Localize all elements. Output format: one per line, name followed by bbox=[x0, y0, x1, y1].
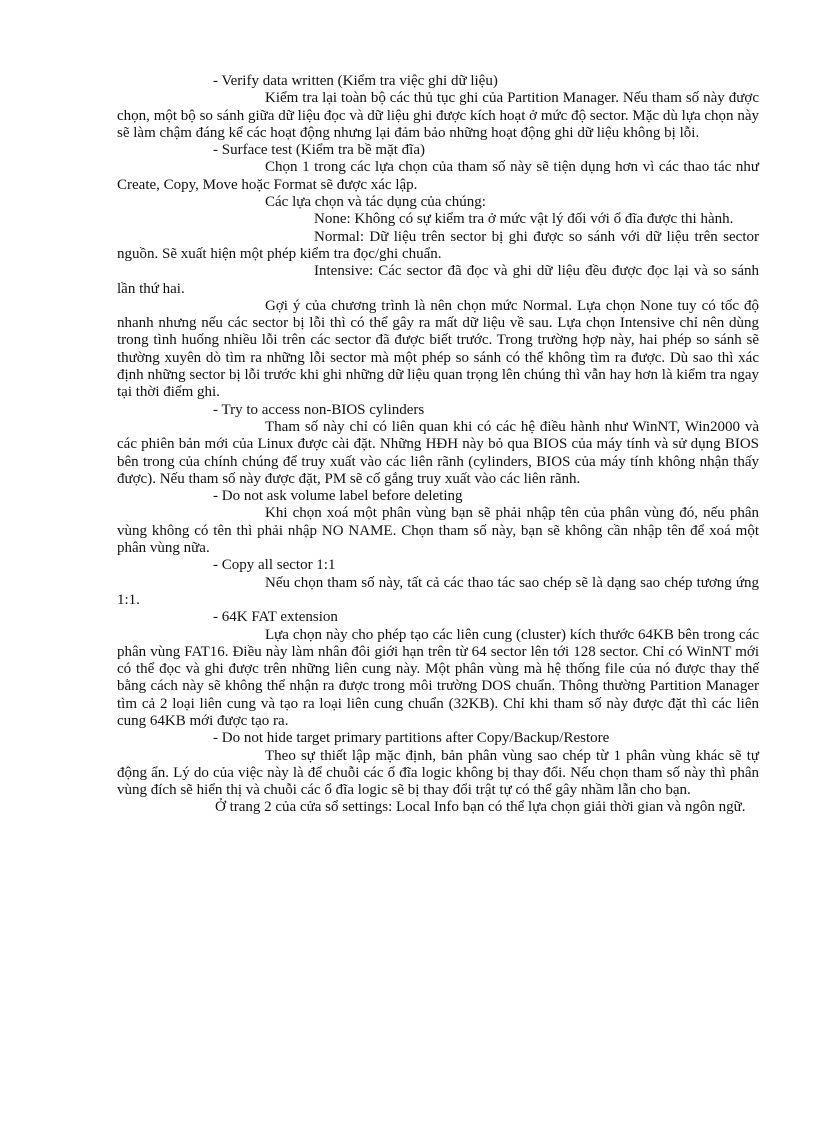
option-none: None: Không có sự kiểm tra ở mức vật lý đối với ổ đĩa được thi hành. bbox=[314, 211, 734, 228]
section-heading-verify: - Verify data written (Kiểm tra việc ghi dữ liệu) bbox=[213, 73, 498, 89]
body-paragraph: Tham số này chỉ có liên quan khi có các hệ điều hành như WinNT, Win2000 và các phiên bản mới của Linux được cài đặt. Những HĐH này bỏ qua BIOS của máy tính và sử dụng BIOS bên trong của chính chúng để truy xuất vào các liên rãnh (cylinders, BIOS của máy tính không nhận thấy được). Nếu tham số này được đặt, PM sẽ cố gắng truy xuất vào các liên rãnh. bbox=[117, 418, 759, 487]
body-paragraph: Nếu chọn tham số này, tất cả các thao tác sao chép sẽ là dạng sao chép tương ứng 1:1. bbox=[117, 574, 759, 608]
body-paragraph: Chọn 1 trong các lựa chọn của tham số này sẽ tiện dụng hơn vì các thao tác như Create, Copy, Move hoặc Format sẽ được xác lập. bbox=[117, 159, 759, 193]
option-intensive: Intensive: Các sector đã đọc và ghi dữ liệu đều được đọc lại và so sánh lần thứ hai. bbox=[117, 263, 759, 297]
section-heading-surface-test: - Surface test (Kiểm tra bề mặt đĩa) bbox=[213, 142, 425, 159]
body-paragraph: Khi chọn xoá một phân vùng bạn sẽ phải nhập tên của phân vùng đó, nếu phân vùng không có tên thì phải nhập NO NAME. Chọn tham số này, bạn sẽ không cần nhập tên để xoá một phân vùng nữa. bbox=[117, 505, 759, 557]
closing-paragraph: Ở trang 2 của cửa sổ settings: Local Info bạn có thể lựa chọn giải thời gian và ngôn ngữ. bbox=[215, 799, 746, 816]
body-paragraph: Các lựa chọn và tác dụng của chúng: bbox=[265, 194, 486, 211]
section-heading-fat-extension: - 64K FAT extension bbox=[213, 609, 338, 626]
option-normal: Normal: Dữ liệu trên sector bị ghi được so sánh với dữ liệu trên sector nguồn. Sẽ xuất hiện một phép kiểm tra đọc/ghi chuẩn. bbox=[117, 228, 759, 262]
body-paragraph: Gợi ý của chương trình là nên chọn mức Normal. Lựa chọn None tuy có tốc độ nhanh nhưng nếu các sector bị lỗi thì có thể gây ra mất dữ liệu về sau. Lựa chọn Intensive chỉ nên dùng trong tình huống nhiều lỗi trên các sector đã được biết trước. Trong trường hợp này, hai phép so sánh sẽ thường xuyên dò tìm ra những lỗi sector mà một phép so sánh có thể không tìm ra được. Dù sao thì xác định những sector bị lỗi trước khi ghi những dữ liệu quan trọng lên chúng thì vẫn hay hơn là kiểm tra ngay tại thời điểm ghi. bbox=[117, 297, 759, 401]
section-heading-hide-partitions: - Do not hide target primary partitions after Copy/Backup/Restore bbox=[213, 730, 610, 747]
document-page bbox=[117, 73, 759, 817]
body-paragraph: Theo sự thiết lập mặc định, bản phân vùng sao chép từ 1 phân vùng khác sẽ tự động ẩn. Lý do của việc này là để chuỗi các ổ đĩa logic không bị thay đổi. Nếu chọn tham số này thì phân vùng đích sẽ hiển thị và chuỗi các ổ đĩa logic sẽ bị thay đổi trật tự có thể gây nhầm lẫn cho bạn. bbox=[117, 747, 759, 799]
section-heading-volume-label: - Do not ask volume label before deleting bbox=[213, 488, 463, 505]
section-heading-copy-sector: - Copy all sector 1:1 bbox=[213, 557, 336, 574]
body-paragraph: Lựa chọn này cho phép tạo các liên cung (cluster) kích thước 64KB bên trong các phân vùng FAT16. Điều này làm nhân đôi giới hạn trên từ 64 sector lên tới 128 sector. Chỉ có WinNT mới có thể đọc và ghi được trên những liên cung này. Một phân vùng mà hệ thống file của nó được thay thế bằng cách này sẽ không thể nhận ra được trong môi trường DOS chuẩn. Thông thường Partition Manager tìm cả 2 loại liên cung và tạo ra loại liên cung chuẩn (32KB). Chỉ khi tham số này được đặt thì các liên cung 64KB mới được tạo ra. bbox=[117, 626, 759, 729]
body-paragraph: Kiểm tra lại toàn bộ các thủ tục ghi của Partition Manager. Nếu tham số này được chọn, một bộ so sánh giữa dữ liệu đọc và dữ liệu ghi được kích hoạt ở mức độ sector. Mặc dù lựa chọn này sẽ làm chậm đáng kể các hoạt động nhưng lại đảm bảo những hoạt động ghi dữ liệu không bị lỗi. bbox=[117, 90, 759, 141]
section-heading-non-bios: - Try to access non-BIOS cylinders bbox=[213, 401, 425, 418]
